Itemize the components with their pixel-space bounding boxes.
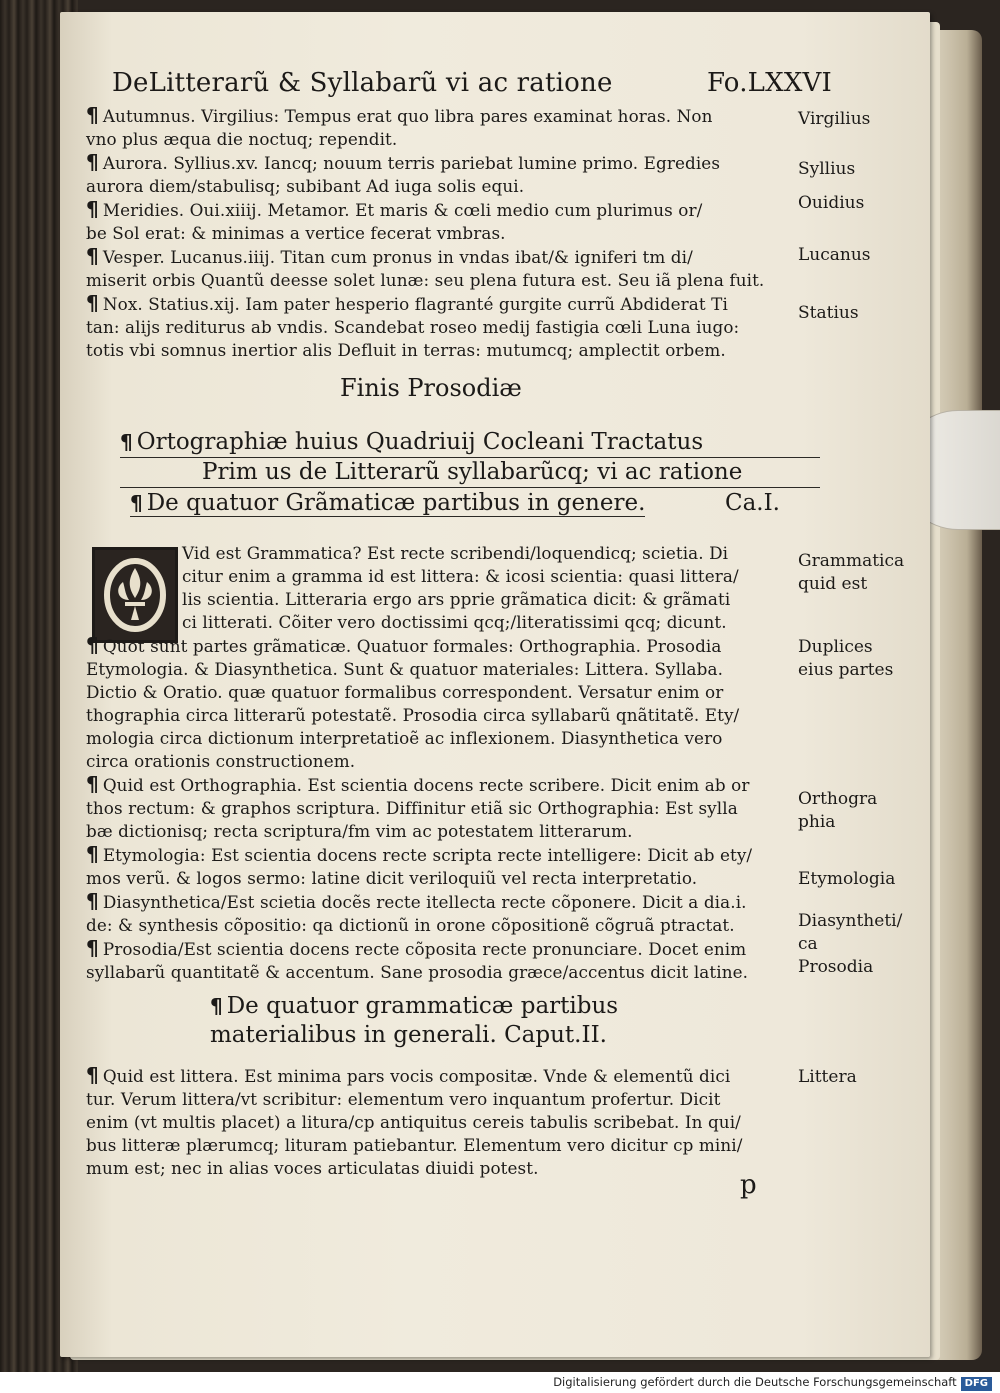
text-line: ¶ Quot sunt partes grãmaticæ. Quatuor formales: Orthographia. Prosodia [86,633,722,657]
margin-note: quid est [798,574,868,594]
text-line: enim (vt multis placet) a litura/cp antiquitus cereis tabulis scribebat. In qui/ [86,1112,741,1132]
text-line: citur enim a gramma id est littera: & icosi scientia: quasi littera/ [182,566,739,586]
margin-note: Statius [798,303,859,323]
text-line: ¶ Autumnus. Virgilius: Tempus erat quo libra pares examinat horas. Non [86,103,713,127]
pilcrow-icon: ¶ [86,936,99,960]
pilcrow-icon: ¶ [86,633,99,657]
pilcrow-icon: ¶ [86,1063,99,1087]
pilcrow-icon: ¶ [86,291,99,315]
pilcrow-icon: ¶ [86,197,99,221]
title-line: ¶ De quatuor grammaticæ partibus [210,993,619,1019]
pilcrow-icon: ¶ [86,889,99,913]
margin-note: Etymologia [798,869,896,889]
text-line: ¶ Vesper. Lucanus.iiij. Titan cum pronus in vndas ibat/& igniferi tm di/ [86,244,693,268]
signature-mark: p [740,1170,757,1200]
text-line: mos verũ. & logos sermo: latine dicit veriloquiũ vel recta interpretatio. [86,868,698,888]
margin-note: Lucanus [798,245,871,265]
grammar-parts-text [86,634,786,984]
littera-text [86,1064,786,1180]
footer-text: Digitalisierung gefördert durch die Deutsche Forschungsgemeinschaft [553,1375,957,1389]
pilcrow-icon: ¶ [120,430,133,454]
digitization-footer [0,1372,1000,1393]
text-line: Etymologia. & Diasynthetica. Sunt & quatuor materiales: Littera. Syllaba. [86,659,724,679]
margin-note: Ouidius [798,193,865,213]
margin-note: phia [798,812,836,832]
text-line: aurora diem/stabulisq; subibant Ad iuga solis equi. [86,176,525,196]
text-line: be Sol erat: & minimas a vertice fecerat vmbras. [86,223,506,243]
text-line: vno plus æqua die noctuq; rependit. [86,129,398,149]
margin-note: Grammatica [798,551,905,571]
pilcrow-icon: ¶ [210,994,223,1018]
text-line: mologia circa dictionum interpretatioẽ ac inflexionem. Diasynthetica vero [86,728,723,748]
finis-heading: Finis Prosodiæ [340,374,522,402]
title-line: Prim us de Litterarũ syllabarũcq; vi ac ratione [120,458,820,488]
text-line: ¶ Aurora. Syllius.xv. Iancq; nouum terris pariebat lumine primo. Egredies [86,150,721,174]
text-line: syllabarũ quantitatẽ & accentum. Sane prosodia græce/accentus dicit latine. [86,962,749,982]
treatise-title [120,428,820,488]
running-head-title: DeLitterarũ & Syllabarũ vi ac ratione [112,68,613,98]
running-head [112,68,832,98]
text-line: thographia circa litterarũ potestatẽ. Prosodia circa syllabarũ qnãtitatẽ. Ety/ [86,705,740,725]
text-line: ¶ Quid est Orthographia. Est scientia docens recte scribere. Dicit enim ab or [86,772,750,796]
margin-note: Diasyntheti/ [798,911,903,931]
fleur-de-lis-icon [99,554,171,636]
text-line: lis scientia. Litteraria ergo ars pprie grãmatica dicit: & grãmati [182,589,731,609]
chapter-title: ¶ De quatuor Grãmaticæ partibus in genere. [130,490,646,516]
text-line: tan: alijs rediturus ab vndis. Scandebat roseo medij fastigia cœli Luna iugo: [86,317,740,337]
text-line: ¶ Nox. Statius.xij. Iam pater hesperio flagranté gurgite currũ Abdiderat Ti [86,291,728,315]
text-line: ¶ Diasynthetica/Est scietia docẽs recte itellecta recte cõponere. Dicit a dia.i. [86,889,747,913]
text-line: tur. Verum littera/vt scribitur: elementum vero inquantum profertur. Dicit [86,1089,721,1109]
folio-number: Fo.LXXVI [706,68,832,98]
text-line: ci litterati. Cõiter vero doctissimi qcq;/literatissimi qcq; dicunt. [182,612,727,632]
decorated-initial [92,547,178,643]
prosody-examples [86,104,786,362]
text-line: ¶ Quid est littera. Est minima pars vocis compositæ. Vnde & elementũ dici [86,1063,731,1087]
margin-note: Duplices [798,637,873,657]
text-line: circa orationis constructionem. [86,751,356,771]
pilcrow-icon: ¶ [86,244,99,268]
margin-note: Prosodia [798,957,874,977]
chapter-heading [130,490,780,517]
margin-note: Virgilius [798,109,871,129]
pilcrow-icon: ¶ [86,150,99,174]
title-line: materialibus in generali. Caput.II. [210,1022,607,1048]
chapter2-heading [210,992,910,1050]
book-page [60,12,930,1357]
text-line: Dictio & Oratio. quæ quatuor formalibus correspondent. Versatur enim or [86,682,724,702]
text-line: miserit orbis Quantũ deesse solet lunæ: seu plena futura est. Seu iã plena fuit. [86,270,765,290]
text-line: mum est; nec in alias voces articulatas diuidi potest. [86,1158,539,1178]
text-line: ¶ Meridies. Oui.xiiij. Metamor. Et maris & cœli medio cum plurimus or/ [86,197,703,221]
pilcrow-icon: ¶ [130,491,143,515]
dfg-logo: DFG [961,1377,992,1391]
chapter-label: Ca.I. [724,490,780,516]
text-line: de: & synthesis cõpositio: qa dictionũ in orone cõpositionẽ cõgruã ptractat. [86,915,735,935]
text-line: bus litteræ plærumcq; lituram patiebantur. Elementum vero dicitur cp mini/ [86,1135,743,1155]
pilcrow-icon: ¶ [86,842,99,866]
margin-note: eius partes [798,660,894,680]
pilcrow-icon: ¶ [86,772,99,796]
margin-note: Orthogra [798,789,878,809]
text-line: ¶ Prosodia/Est scientia docens recte cõposita recte pronunciare. Docet enim [86,936,747,960]
margin-note: Syllius [798,159,856,179]
title-line: ¶ Ortographiæ huius Quadriuij Cocleani Tractatus [120,428,820,458]
margin-note: ca [798,934,818,954]
initial-paragraph [182,542,792,634]
text-line: totis vbi somnus inertior alis Defluit in terras: mutumcq; amplectit orbem. [86,340,726,360]
margin-note: Littera [798,1067,857,1087]
text-line: Vid est Grammatica? Est recte scribendi/loquendicq; scietia. Di [182,543,729,563]
text-line: ¶ Etymologia: Est scientia docens recte scripta recte intelligere: Dicit ab ety/ [86,842,753,866]
text-line: thos rectum: & graphos scriptura. Diffinitur etiã sic Orthographia: Est sylla [86,798,738,818]
text-line: bæ dictionisq; recta scriptura/fm vim ac potestatem litterarum. [86,821,633,841]
pilcrow-icon: ¶ [86,103,99,127]
